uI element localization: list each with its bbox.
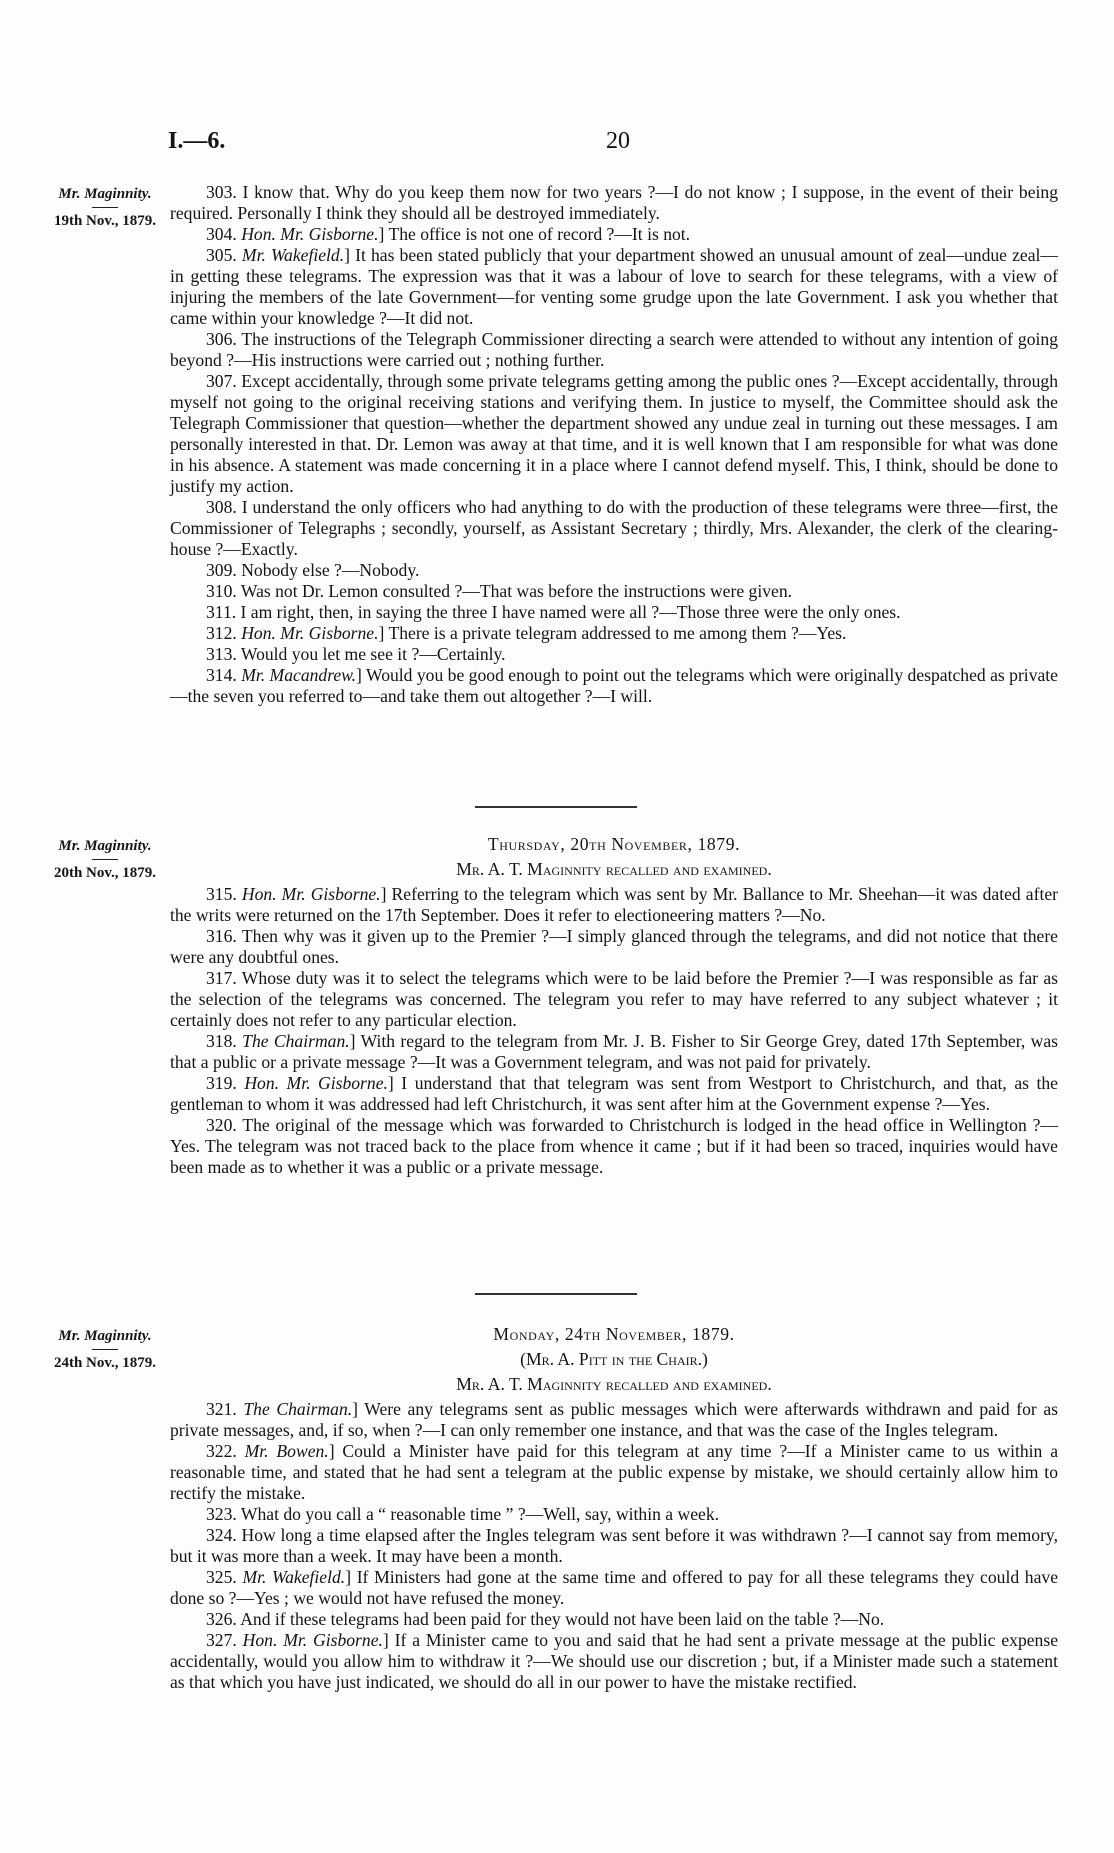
section-1 (170, 182, 1058, 707)
page-number: 20 (606, 128, 630, 154)
speaker-name: The Chairman. (242, 1031, 350, 1051)
question-answer (170, 884, 1058, 926)
question-answer (170, 182, 1058, 224)
question-answer (170, 371, 1058, 497)
question-answer (170, 497, 1058, 560)
question-answer (170, 1031, 1058, 1073)
speaker-name: The Chairman. (243, 1399, 353, 1419)
paragraph-text: 306. The instructions of the Telegraph Commissioner directing a search were attended to without any intention of going beyond ?—His instructions were carried out ; nothing further. (170, 329, 1058, 370)
paragraph-text: 303. I know that. Why do you keep them now for two years ?—I do not know ; I suppose, in the event of their being required. Personally I think they should all be destroyed immediately. (170, 182, 1058, 223)
question-answer (170, 1630, 1058, 1693)
subheading: (Mr. A. Pitt in the Chair.) (520, 1349, 708, 1369)
session-date: 24th Nov., 1879. (53, 1355, 157, 1371)
paragraph-text: 324. How long a time elapsed after the Ingles telegram was sent before it was withdrawn ?—I cannot say from memory, but it was more than a week. It may have been a month. (170, 1525, 1058, 1566)
section-2 (170, 834, 1058, 1178)
witness-name: Mr. Maginnity. (58, 838, 152, 854)
margin-rule (92, 207, 118, 208)
question-number: 315. (206, 884, 242, 904)
speaker-name: Hon. Mr. Gisborne. (244, 1073, 388, 1093)
paragraph-text: 317. Whose duty was it to select the telegrams which were to be laid before the Premier ?—I was responsible as far as the selection of the telegrams was concerned. The telegram you refer to may have referred to any subject whatever ; it certainly does not refer to any particular election. (170, 968, 1058, 1030)
paragraph-text: 320. The original of the message which was forwarded to Christchurch is lodged in the head office in Wellington ?—Yes. The telegram was not traced back to the place from whence it came ; but if it had been so traced, inquiries would have been made as to whether it was a public or a private message. (170, 1115, 1058, 1177)
paragraph-text: 310. Was not Dr. Lemon consulted ?—That was before the instructions were given. (206, 581, 793, 601)
paragraph-text: ] It has been stated publicly that your department showed an unusual amount of zeal—undue zeal—in getting these telegrams. The expression was that it was a labour of love to search for these telegrams, with a view of injuring the members of the late Government—for venting some grudge upon the late Government. I ask you whether that came within your knowledge ?—It did not. (170, 245, 1059, 328)
speaker-name: Mr. Wakefield. (242, 1567, 346, 1587)
session-date: 19th Nov., 1879. (53, 213, 157, 229)
paragraph-text: ] If Ministers had gone at the same time and offered to pay for all these telegrams they could have done so ?—Yes ; we would not have refused the money. (170, 1567, 1058, 1608)
question-number: 305. (206, 245, 242, 265)
question-number: 322. (206, 1441, 245, 1461)
question-answer (170, 560, 1058, 581)
paragraph-text: ] Would you be good enough to point out the telegrams which were originally despatched as private—the seven you referred to—and take them out altogether ?—I will. (170, 665, 1058, 706)
paragraph-text: 323. What do you call a “ reasonable time ” ?—Well, say, within a week. (206, 1504, 720, 1524)
question-answer (170, 224, 1058, 245)
question-answer (170, 665, 1058, 707)
speaker-name: Hon. Mr. Gisborne. (242, 1630, 383, 1650)
paragraph-text: 311. I am right, then, in saying the three I have named were all ?—Those three were the only ones. (206, 602, 901, 622)
margin-note (40, 186, 170, 230)
day-heading: Thursday, 20th November, 1879. (487, 834, 741, 854)
subheading: Mr. A. T. Maginnity recalled and examined. (456, 1374, 772, 1394)
day-heading: Monday, 24th November, 1879. (493, 1324, 735, 1344)
paragraph-text: ] Were any telegrams sent as public messages which were afterwards withdrawn and paid for as private messages, and, if so, when ?—I can only remember one instance, and that was the case of the Ingles telegram. (170, 1399, 1058, 1440)
question-number: 321. (206, 1399, 244, 1419)
section-separator (475, 1293, 637, 1295)
question-answer (170, 1567, 1058, 1609)
question-answer (170, 1525, 1058, 1567)
question-answer (170, 329, 1058, 371)
question-answer (170, 245, 1058, 329)
question-answer (170, 926, 1058, 968)
paragraph-text: ] There is a private telegram addressed to me among them ?—Yes. (378, 623, 847, 643)
paragraph-text: 326. And if these telegrams had been paid for they would not have been laid on the table ?—No. (206, 1609, 885, 1629)
speaker-name: Hon. Mr. Gisborne. (241, 623, 379, 643)
session-date: 20th Nov., 1879. (53, 865, 157, 881)
paragraph-text: ] Could a Minister have paid for this telegram at any time ?—If a Minister came to us within a reasonable time, and stated that he had sent a telegram at the public expense by mistake, we should certainly allow him to rectify the mistake. (170, 1441, 1058, 1503)
question-number: 304. (206, 224, 242, 244)
speaker-name: Mr. Bowen. (244, 1441, 329, 1461)
paragraph-text: 309. Nobody else ?—Nobody. (206, 560, 420, 580)
paragraph-text: ] Referring to the telegram which was sent by Mr. Ballance to Mr. Sheehan—it was dated after the writs were returned on the 17th September. Does it refer to electioneering matters ?—No. (170, 884, 1058, 925)
speaker-name: Hon. Mr. Gisborne. (241, 224, 379, 244)
speaker-name: Hon. Mr. Gisborne. (241, 884, 381, 904)
margin-rule (92, 859, 118, 860)
paragraph-text: 308. I understand the only officers who had anything to do with the production of these telegrams were three—first, the Commissioner of Telegraphs ; secondly, yourself, as Assistant Secretary ; thirdly, Mrs. Alexander, the clerk of the clearing-house ?—Exactly. (170, 497, 1058, 559)
question-answer (170, 602, 1058, 623)
question-answer (170, 1609, 1058, 1630)
margin-rule (92, 1349, 118, 1350)
margin-note (40, 838, 170, 882)
question-answer (170, 1115, 1058, 1178)
question-answer (170, 623, 1058, 644)
question-number: 314. (206, 665, 242, 685)
speaker-name: Mr. Wakefield. (241, 245, 345, 265)
paragraph-text: ] I understand that that telegram was sent from Westport to Christchurch, and that, as the gentleman to whom it was addressed had left Christchurch, it was sent after him at the Government expense ?—Yes. (170, 1073, 1058, 1114)
document-reference: I.—6. (168, 128, 226, 154)
question-number: 318. (206, 1031, 243, 1051)
paragraph-text: ] The office is not one of record ?—It is not. (378, 224, 691, 244)
paragraph-text: ] With regard to the telegram from Mr. J. B. Fisher to Sir George Grey, dated 17th September, was that a public or a private message ?—It was a Government telegram, and was not paid for privately. (170, 1031, 1059, 1072)
question-answer (170, 1441, 1058, 1504)
paragraph-text: ] If a Minister came to you and said that he had sent a private message at the public expense accidentally, would you allow him to withdraw it ?—We should use our discretion ; but, if a Minister made such a statement as that which you have just indicated, we should do all in our power to have the mistake rectified. (170, 1630, 1059, 1692)
paragraph-text: 316. Then why was it given up to the Premier ?—I simply glanced through the telegrams, and did not notice that there were any doubtful ones. (170, 926, 1058, 967)
question-number: 325. (206, 1567, 243, 1587)
question-answer (170, 1399, 1058, 1441)
section-body (170, 1399, 1058, 1693)
question-number: 312. (206, 623, 242, 643)
question-number: 327. (206, 1630, 243, 1650)
section-separator (475, 806, 637, 808)
subheading: Mr. A. T. Maginnity recalled and examined. (456, 859, 772, 879)
margin-note (40, 1328, 170, 1372)
section-body (170, 884, 1058, 1178)
question-answer (170, 1504, 1058, 1525)
question-answer (170, 968, 1058, 1031)
question-answer (170, 581, 1058, 602)
section-3 (170, 1324, 1058, 1693)
question-number: 319. (206, 1073, 245, 1093)
speaker-name: Mr. Macandrew. (241, 665, 357, 685)
section-body (170, 182, 1058, 707)
page-header (168, 128, 1068, 160)
witness-name: Mr. Maginnity. (58, 186, 152, 202)
witness-name: Mr. Maginnity. (58, 1328, 152, 1344)
paragraph-text: 307. Except accidentally, through some private telegrams getting among the public ones ?—Except accidentally, through myself not going to the original receiving stations and verifying them. In justice to myself, the Committee should ask the Telegraph Commissioner that question—whether the department showed any undue zeal in turning out these messages. I am personally interested in that. Dr. Lemon was away at that time, and it is well known that I am responsible for what was done in his absence. A statement was made concerning it in a place where I cannot defend myself. This, I think, should be done to justify my action. (170, 371, 1058, 496)
question-answer (170, 1073, 1058, 1115)
question-answer (170, 644, 1058, 665)
paragraph-text: 313. Would you let me see it ?—Certainly. (206, 644, 506, 664)
